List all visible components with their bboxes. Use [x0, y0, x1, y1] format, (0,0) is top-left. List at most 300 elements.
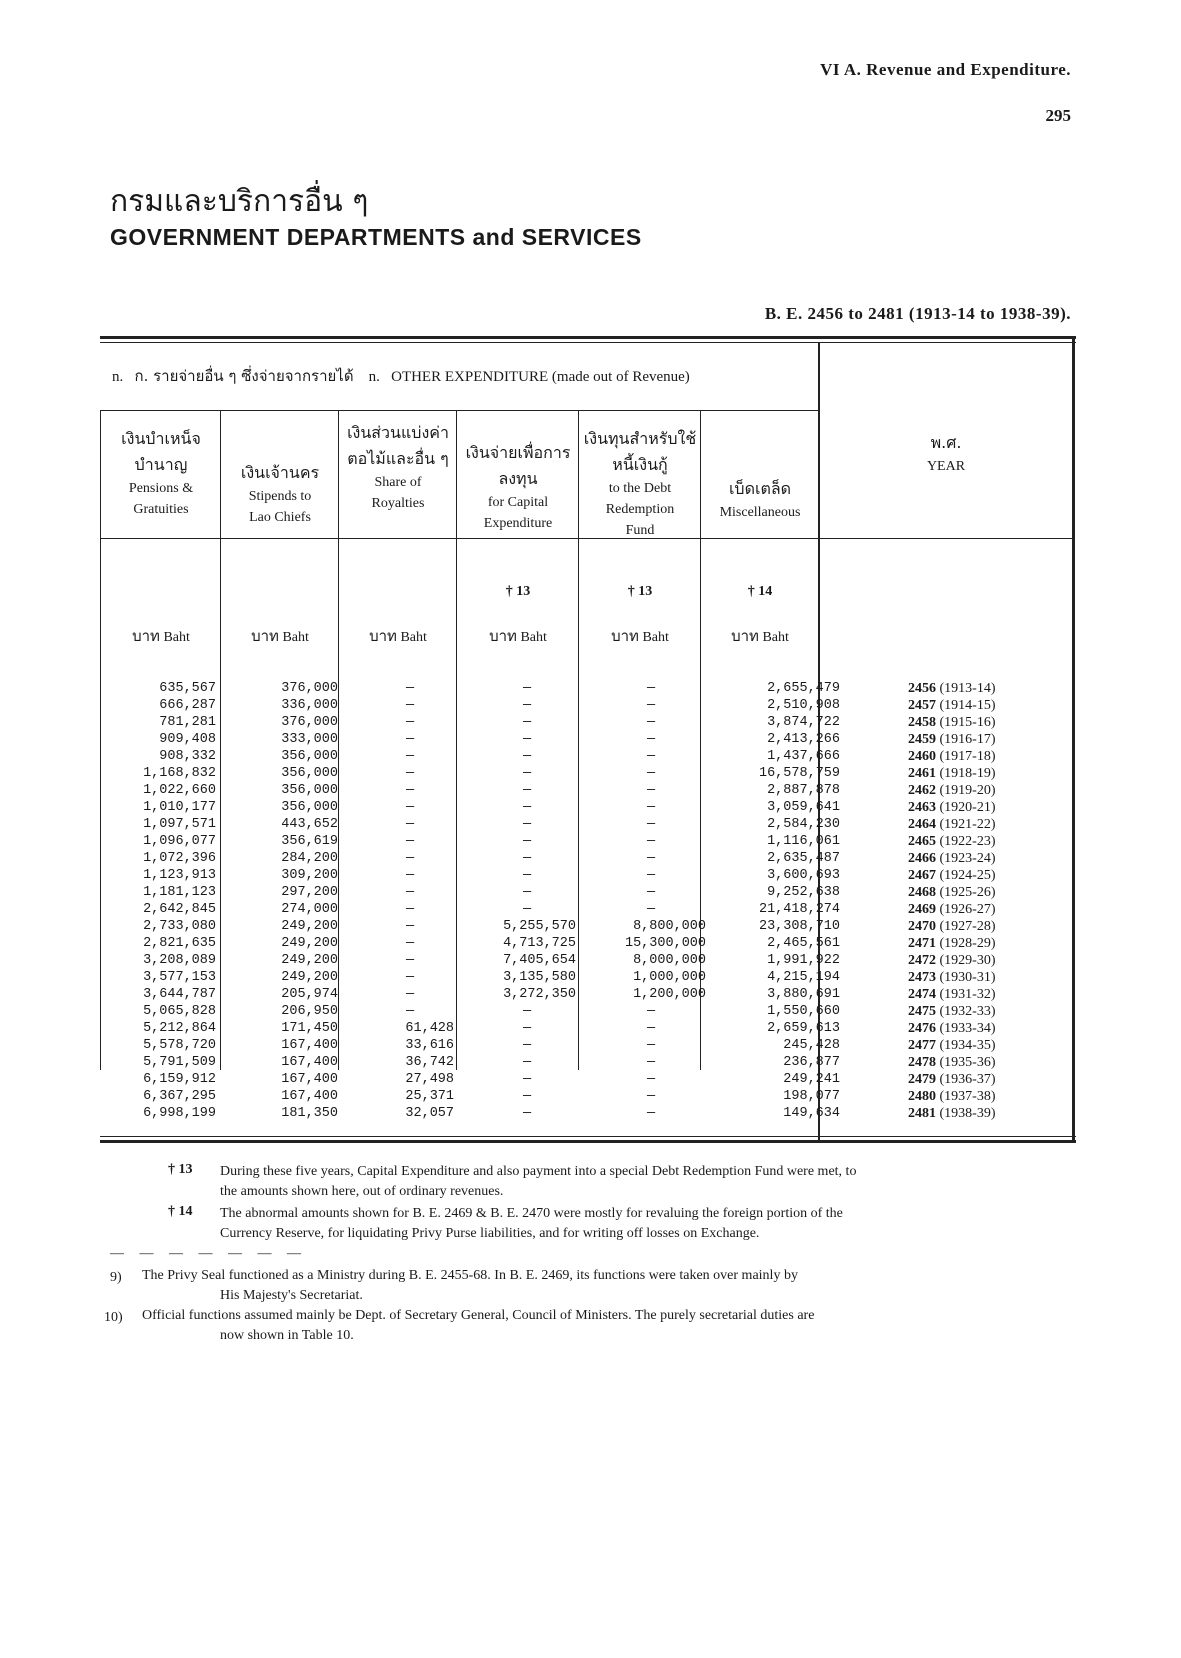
note-9-line1: The Privy Seal functioned as a Ministry during B. E. 2455-68. In B. E. 2469, its functions were taken over mainly by — [142, 1268, 798, 1283]
subheading-prefix: n. — [112, 369, 124, 385]
year-be: 2457 — [908, 698, 936, 713]
cell-stipends: 284,200 — [281, 851, 338, 866]
cell-stipends: 171,450 — [281, 1021, 338, 1036]
cell-royalties: — — [405, 970, 415, 985]
cell-misc: 1,437,666 — [767, 749, 840, 764]
unit-label — [701, 624, 819, 648]
cell-debt: 8,800,000 — [633, 919, 706, 934]
year-be: 2474 — [908, 987, 936, 1002]
subheading-letter: n. — [368, 369, 380, 385]
year-row — [908, 935, 996, 952]
col-header-misc — [701, 476, 819, 523]
cell-royalties: — — [405, 681, 415, 696]
cell-debt: 1,200,000 — [633, 987, 706, 1002]
year-row — [908, 680, 996, 697]
cell-misc: 2,655,479 — [767, 681, 840, 696]
cell-pensions: 1,022,660 — [143, 783, 216, 798]
column-year — [908, 680, 996, 1122]
cell-royalties: — — [405, 817, 415, 832]
period-range: B. E. 2456 to 2481 (1913-14 to 1938-39). — [764, 304, 1071, 323]
cell-pensions: 5,065,828 — [143, 1004, 216, 1019]
cell-debt: — — [646, 766, 656, 781]
cell-pensions: 908,332 — [159, 749, 216, 764]
col-header-en-1: to the Debt — [608, 481, 672, 496]
footnote-13-mark: † 13 — [168, 1162, 193, 1177]
unit-thai: บาท — [731, 627, 759, 645]
separator-dashes: — — — — — — — — [110, 1246, 307, 1261]
cell-capital: — — [522, 817, 532, 832]
col-header-en-2: Expenditure — [483, 516, 553, 531]
col-header-thai: พ.ศ. — [930, 433, 962, 452]
cell-misc: 2,635,487 — [767, 851, 840, 866]
cell-capital: — — [522, 715, 532, 730]
cell-misc: 198,077 — [783, 1089, 840, 1104]
unit-label — [579, 624, 701, 648]
unit-label — [221, 624, 339, 648]
year-be: 2461 — [908, 766, 936, 781]
cell-debt: — — [646, 1089, 656, 1104]
cell-royalties: — — [405, 698, 415, 713]
col-header-thai: เงินทุนสำหรับใช้หนี้เงินกู้ — [583, 429, 697, 474]
year-be: 2465 — [908, 834, 936, 849]
cell-misc: 2,465,561 — [767, 936, 840, 951]
col-header-thai: เบ็ดเตล็ด — [728, 479, 792, 498]
col-header-en-1: YEAR — [926, 459, 966, 474]
note-10-line1: Official functions assumed mainly be Dept. of Secretary General, Council of Ministers. The purely secretarial duties are — [142, 1308, 815, 1323]
unit-thai: บาท — [132, 627, 160, 645]
year-be: 2476 — [908, 1021, 936, 1036]
year-row — [908, 850, 996, 867]
cell-debt: 15,300,000 — [624, 936, 706, 951]
year-row — [908, 697, 996, 714]
cell-stipends: 356,619 — [281, 834, 338, 849]
cell-stipends: 333,000 — [281, 732, 338, 747]
year-ad: (1933-34) — [936, 1021, 996, 1036]
year-row — [908, 1054, 996, 1071]
year-row — [908, 816, 996, 833]
year-ad: (1917-18) — [936, 749, 996, 764]
cell-debt: — — [646, 868, 656, 883]
cell-misc: 2,659,613 — [767, 1021, 840, 1036]
table-right-border — [1072, 336, 1075, 1143]
year-ad: (1936-37) — [936, 1072, 996, 1087]
year-ad: (1929-30) — [936, 953, 996, 968]
unit-english: Baht — [520, 630, 547, 645]
cell-debt: — — [646, 851, 656, 866]
cell-debt: — — [646, 1072, 656, 1087]
cell-pensions: 909,408 — [159, 732, 216, 747]
cell-capital: — — [522, 834, 532, 849]
cell-debt: — — [646, 698, 656, 713]
cell-debt: — — [646, 834, 656, 849]
cell-capital: — — [522, 1004, 532, 1019]
col-header-en-2: Royalties — [371, 496, 425, 511]
col-header-pensions — [101, 426, 221, 520]
cell-debt: — — [646, 902, 656, 917]
year-be: 2470 — [908, 919, 936, 934]
cell-stipends: 336,000 — [281, 698, 338, 713]
cell-misc: 149,634 — [783, 1106, 840, 1121]
cell-pensions: 1,123,913 — [143, 868, 216, 883]
cell-royalties: 25,371 — [405, 1089, 454, 1104]
unit-thai: บาท — [611, 627, 639, 645]
year-row — [908, 765, 996, 782]
cell-misc: 23,308,710 — [758, 919, 840, 934]
cell-debt: — — [646, 681, 656, 696]
cell-capital: — — [522, 868, 532, 883]
unit-thai: บาท — [369, 627, 397, 645]
cell-misc: 2,887,878 — [767, 783, 840, 798]
cell-royalties: 32,057 — [405, 1106, 454, 1121]
year-row — [908, 782, 996, 799]
cell-debt: — — [646, 800, 656, 815]
cell-debt: — — [646, 1055, 656, 1070]
year-ad: (1922-23) — [936, 834, 996, 849]
cell-stipends: 443,652 — [281, 817, 338, 832]
cell-capital: — — [522, 1021, 532, 1036]
table-bottom-rule — [100, 1140, 1076, 1143]
cell-misc: 2,584,230 — [767, 817, 840, 832]
col-header-en-1: for Capital — [487, 495, 549, 510]
year-row — [908, 969, 996, 986]
year-row — [908, 986, 996, 1003]
year-row — [908, 1037, 996, 1054]
year-row — [908, 833, 996, 850]
year-row — [908, 867, 996, 884]
cell-capital: — — [522, 851, 532, 866]
year-be: 2464 — [908, 817, 936, 832]
cell-capital: — — [522, 902, 532, 917]
col-header-thai: เงินจ่ายเพื่อการลงทุน — [465, 443, 571, 488]
cell-pensions: 1,010,177 — [143, 800, 216, 815]
cell-pensions: 3,644,787 — [143, 987, 216, 1002]
cell-capital: — — [522, 1038, 532, 1053]
section-heading: VI A. Revenue and Expenditure. — [820, 60, 1071, 79]
cell-capital: 3,272,350 — [503, 987, 576, 1002]
cell-royalties: — — [405, 715, 415, 730]
cell-pensions: 6,367,295 — [143, 1089, 216, 1104]
year-ad: (1935-36) — [936, 1055, 996, 1070]
col-header-en-1: Stipends to — [248, 489, 312, 504]
cell-capital: — — [522, 1055, 532, 1070]
cell-royalties: 33,616 — [405, 1038, 454, 1053]
cell-capital: 3,135,580 — [503, 970, 576, 985]
column-misc — [740, 680, 840, 1122]
year-ad: (1918-19) — [936, 766, 996, 781]
year-be: 2471 — [908, 936, 936, 951]
col-header-en-1: Miscellaneous — [719, 505, 801, 520]
cell-stipends: 205,974 — [281, 987, 338, 1002]
header-rule — [100, 538, 818, 539]
year-ad: (1931-32) — [936, 987, 996, 1002]
cell-pensions: 781,281 — [159, 715, 216, 730]
cell-royalties: 61,428 — [405, 1021, 454, 1036]
col-header-capital — [457, 440, 579, 534]
cell-debt: — — [646, 732, 656, 747]
year-row — [908, 901, 996, 918]
cell-stipends: 167,400 — [281, 1072, 338, 1087]
cell-misc: 3,880,691 — [767, 987, 840, 1002]
year-ad: (1937-38) — [936, 1089, 996, 1104]
cell-stipends: 356,000 — [281, 783, 338, 798]
year-be: 2480 — [908, 1089, 936, 1104]
cell-capital: — — [522, 800, 532, 815]
col-header-debt — [579, 426, 701, 541]
year-ad: (1928-29) — [936, 936, 996, 951]
cell-pensions: 2,642,845 — [143, 902, 216, 917]
table-bottom-rule-thin — [100, 1136, 1076, 1137]
cell-debt: — — [646, 1106, 656, 1121]
col-header-stipends — [221, 460, 339, 528]
year-ad: (1938-39) — [936, 1106, 996, 1121]
cell-pensions: 2,733,080 — [143, 919, 216, 934]
table-top-rule-thin — [100, 342, 1076, 343]
cell-debt: — — [646, 817, 656, 832]
cell-pensions: 5,212,864 — [143, 1021, 216, 1036]
year-row — [908, 1088, 996, 1105]
year-ad: (1934-35) — [936, 1038, 996, 1053]
cell-royalties: — — [405, 953, 415, 968]
cell-pensions: 5,791,509 — [143, 1055, 216, 1070]
year-ad: (1921-22) — [936, 817, 996, 832]
cell-stipends: 167,400 — [281, 1055, 338, 1070]
cell-debt: — — [646, 885, 656, 900]
cell-capital: — — [522, 749, 532, 764]
subheading-rule — [100, 410, 818, 411]
cell-capital: — — [522, 783, 532, 798]
year-row — [908, 1105, 996, 1122]
column-stipends — [240, 680, 338, 1122]
cell-misc: 1,550,660 — [767, 1004, 840, 1019]
cell-stipends: 181,350 — [281, 1106, 338, 1121]
cell-royalties: — — [405, 885, 415, 900]
cell-misc: 3,874,722 — [767, 715, 840, 730]
col-header-royalties — [339, 420, 457, 514]
year-ad: (1913-14) — [936, 681, 996, 696]
note-9-mark: 9) — [110, 1270, 122, 1285]
cell-royalties: — — [405, 868, 415, 883]
year-ad: (1920-21) — [936, 800, 996, 815]
note-10-mark: 10) — [104, 1310, 123, 1325]
year-be: 2468 — [908, 885, 936, 900]
cell-stipends: 309,200 — [281, 868, 338, 883]
cell-capital: — — [522, 1072, 532, 1087]
year-be: 2462 — [908, 783, 936, 798]
unit-english: Baht — [762, 630, 789, 645]
page-title-thai: กรมและบริการอื่น ๆ — [110, 184, 369, 219]
unit-thai: บาท — [489, 627, 517, 645]
note-9-line2: His Majesty's Secretariat. — [220, 1288, 363, 1303]
cell-misc: 4,215,194 — [767, 970, 840, 985]
cell-stipends: 297,200 — [281, 885, 338, 900]
cell-pensions: 1,181,123 — [143, 885, 216, 900]
note-10-line2: now shown in Table 10. — [220, 1328, 354, 1343]
cell-capital: — — [522, 885, 532, 900]
unit-english: Baht — [642, 630, 669, 645]
cell-stipends: 249,200 — [281, 953, 338, 968]
cell-pensions: 1,168,832 — [143, 766, 216, 781]
cell-stipends: 249,200 — [281, 970, 338, 985]
cell-royalties: — — [405, 783, 415, 798]
col-header-en-2: Lao Chiefs — [249, 510, 311, 525]
year-be: 2475 — [908, 1004, 936, 1019]
cell-pensions: 1,072,396 — [143, 851, 216, 866]
year-be: 2473 — [908, 970, 936, 985]
cell-capital: — — [522, 698, 532, 713]
col-header-en-1: Share of — [374, 475, 422, 490]
cell-misc: 21,418,274 — [758, 902, 840, 917]
cell-capital: 5,255,570 — [503, 919, 576, 934]
cell-capital: — — [522, 1089, 532, 1104]
footnote-14-line2: Currency Reserve, for liquidating Privy Purse liabilities, and for writing off losses on Exchange. — [220, 1226, 760, 1241]
year-be: 2466 — [908, 851, 936, 866]
cell-stipends: 376,000 — [281, 681, 338, 696]
year-be: 2458 — [908, 715, 936, 730]
cell-royalties: — — [405, 766, 415, 781]
cell-capital: — — [522, 1106, 532, 1121]
table-subheading — [112, 364, 690, 388]
header-rule-year — [820, 538, 1072, 539]
year-be: 2481 — [908, 1106, 936, 1121]
cell-pensions: 1,096,077 — [143, 834, 216, 849]
year-be: 2456 — [908, 681, 936, 696]
column-royalties — [366, 680, 454, 1122]
cell-royalties: — — [405, 851, 415, 866]
cell-misc: 1,116,061 — [767, 834, 840, 849]
cell-capital: — — [522, 766, 532, 781]
col-header-en-2: Redemption — [605, 502, 675, 517]
cell-debt: — — [646, 783, 656, 798]
table-top-rule — [100, 336, 1076, 339]
footnote-14-mark: † 14 — [168, 1204, 193, 1219]
year-row — [908, 748, 996, 765]
year-be: 2472 — [908, 953, 936, 968]
cell-stipends: 167,400 — [281, 1038, 338, 1053]
cell-stipends: 376,000 — [281, 715, 338, 730]
cell-debt: — — [646, 1021, 656, 1036]
cell-debt: — — [646, 1038, 656, 1053]
year-ad: (1925-26) — [936, 885, 996, 900]
cell-stipends: 249,200 — [281, 936, 338, 951]
year-be: 2479 — [908, 1072, 936, 1087]
cell-stipends: 167,400 — [281, 1089, 338, 1104]
cell-pensions: 1,097,571 — [143, 817, 216, 832]
col-header-en-3: Fund — [625, 523, 655, 538]
footnote-ref-misc: † 14 — [747, 584, 773, 599]
cell-misc: 3,059,641 — [767, 800, 840, 815]
cell-misc: 3,600,693 — [767, 868, 840, 883]
col-header-thai: เงินเจ้านคร — [240, 463, 320, 482]
year-be: 2467 — [908, 868, 936, 883]
cell-misc: 2,510,908 — [767, 698, 840, 713]
col-header-thai: เงินบำเหน็จบำนาญ — [121, 429, 201, 474]
cell-pensions: 3,208,089 — [143, 953, 216, 968]
cell-capital: 4,713,725 — [503, 936, 576, 951]
year-ad: (1924-25) — [936, 868, 996, 883]
cell-royalties: — — [405, 936, 415, 951]
cell-misc: 16,578,759 — [758, 766, 840, 781]
year-be: 2460 — [908, 749, 936, 764]
cell-royalties: — — [405, 732, 415, 747]
cell-royalties: — — [405, 749, 415, 764]
year-ad: (1932-33) — [936, 1004, 996, 1019]
year-ad: (1914-15) — [936, 698, 996, 713]
col-header-en-2: Gratuities — [133, 502, 189, 517]
footnote-13-line1: During these five years, Capital Expenditure and also payment into a special Debt Redemption Fund were met, to — [220, 1164, 857, 1179]
cell-stipends: 356,000 — [281, 749, 338, 764]
year-be: 2459 — [908, 732, 936, 747]
cell-pensions: 635,567 — [159, 681, 216, 696]
cell-debt: — — [646, 1004, 656, 1019]
year-be: 2469 — [908, 902, 936, 917]
year-row — [908, 884, 996, 901]
year-ad: (1923-24) — [936, 851, 996, 866]
year-row — [908, 714, 996, 731]
page-title: GOVERNMENT DEPARTMENTS and SERVICES — [110, 224, 642, 250]
cell-stipends: 274,000 — [281, 902, 338, 917]
year-ad: (1916-17) — [936, 732, 996, 747]
cell-debt: 8,000,000 — [633, 953, 706, 968]
year-row — [908, 952, 996, 969]
year-row — [908, 1071, 996, 1088]
cell-capital: — — [522, 681, 532, 696]
year-be: 2477 — [908, 1038, 936, 1053]
footnote-14-line1: The abnormal amounts shown for B. E. 2469 & B. E. 2470 were mostly for revaluing the foreign portion of the — [220, 1206, 843, 1221]
year-ad: (1915-16) — [936, 715, 996, 730]
col-header-year — [820, 430, 1072, 477]
year-row — [908, 799, 996, 816]
year-ad: (1926-27) — [936, 902, 996, 917]
cell-capital: — — [522, 732, 532, 747]
year-ad: (1919-20) — [936, 783, 996, 798]
col-header-en-1: Pensions & — [128, 481, 194, 496]
cell-pensions: 6,159,912 — [143, 1072, 216, 1087]
unit-label — [339, 624, 457, 648]
footnote-13-line2: the amounts shown here, out of ordinary revenues. — [220, 1184, 504, 1199]
cell-pensions: 3,577,153 — [143, 970, 216, 985]
year-be: 2463 — [908, 800, 936, 815]
cell-misc: 245,428 — [783, 1038, 840, 1053]
column-capital — [478, 680, 576, 1122]
cell-stipends: 356,000 — [281, 766, 338, 781]
unit-english: Baht — [163, 630, 190, 645]
cell-pensions: 5,578,720 — [143, 1038, 216, 1053]
page-number: 295 — [1045, 106, 1071, 125]
footnote-ref-capital: † 13 — [505, 584, 531, 599]
cell-royalties: 27,498 — [405, 1072, 454, 1087]
col-header-thai: เงินส่วนแบ่งค่าตอไม้และอื่น ๆ — [347, 423, 449, 468]
cell-pensions: 666,287 — [159, 698, 216, 713]
unit-english: Baht — [400, 630, 427, 645]
column-debt — [596, 680, 706, 1122]
year-row — [908, 1003, 996, 1020]
year-be: 2478 — [908, 1055, 936, 1070]
unit-thai: บาท — [251, 627, 279, 645]
cell-misc: 9,252,638 — [767, 885, 840, 900]
cell-stipends: 249,200 — [281, 919, 338, 934]
cell-capital: 7,405,654 — [503, 953, 576, 968]
subheading-english: OTHER EXPENDITURE (made out of Revenue) — [391, 369, 690, 385]
cell-debt: 1,000,000 — [633, 970, 706, 985]
cell-royalties: — — [405, 834, 415, 849]
unit-label — [101, 624, 221, 648]
cell-misc: 1,991,922 — [767, 953, 840, 968]
subheading-thai: ก. รายจ่ายอื่น ๆ ซึ่งจ่ายจากรายได้ — [134, 367, 354, 385]
cell-debt: — — [646, 715, 656, 730]
unit-english: Baht — [282, 630, 309, 645]
cell-misc: 249,241 — [783, 1072, 840, 1087]
cell-royalties: — — [405, 800, 415, 815]
